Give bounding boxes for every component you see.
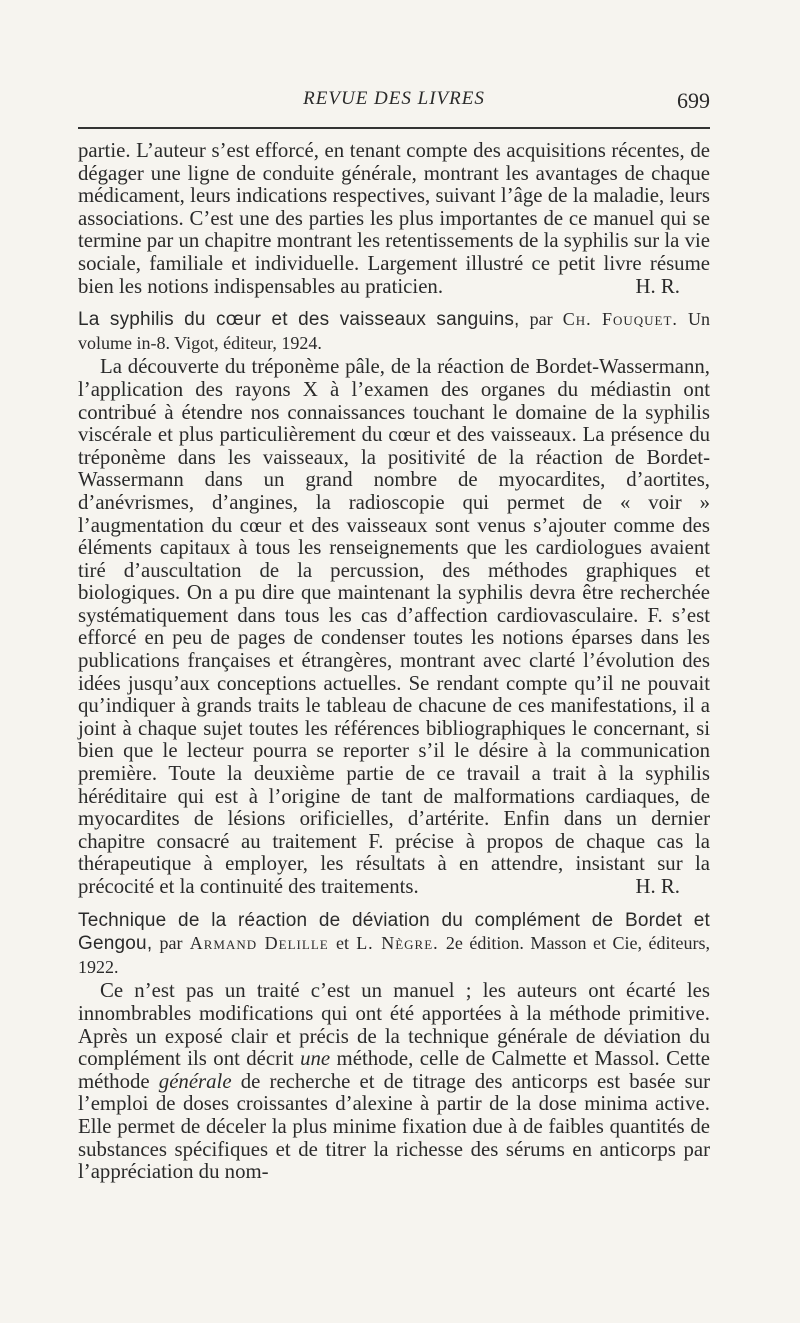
review-1-par: par — [529, 309, 553, 330]
running-title: REVUE DES LIVRES — [303, 88, 485, 109]
review-1-meta: Un volume in-8. Vigot, éditeur, 1924. — [78, 309, 711, 353]
review-2-text-part2: méthode, celle de Calmette et Massol. Cette méthode — [78, 1047, 711, 1093]
review-1-heading — [78, 308, 710, 354]
review-2-par: par — [159, 933, 183, 954]
review-1-author: Ch. Fouquet. — [562, 309, 678, 330]
review-2-author2: L. Nègre. — [356, 933, 439, 954]
continuation-paragraph — [78, 140, 710, 298]
review-2-emphasis-generale: générale — [158, 1069, 232, 1093]
review-2-emphasis-une: une — [300, 1047, 331, 1071]
review-1-text: La découverte du tréponème pâle, de la réaction de Bordet-Wassermann, l’application des rayons X à l’examen des organes du médiastin ont contribué à étendre nos connaissances touchant le domaine de la syphilis viscérale et plus particulièrement du cœur et des vaisseaux. La présence du tréponème dans les vaisseaux, la positivité de la réaction de Bordet-Wassermann dans un grand nombre de myocardites, d’aortites, d’anévrismes, d’angines, la radioscopie qui permet de « voir » l’augmentation du cœur et des vaisseaux sont venus s’ajouter comme des éléments capitaux à tous les renseignements que les cardiologues avaient tiré d’auscultation de la percussion, des méthodes graphiques et biologiques. On a pu dire que maintenant la syphilis devra être recherchée systématiquement dans tous les cas d’affection cardiovasculaire. F. s’est efforcé en peu de pages de condenser toutes les notions éparses dans les publications françaises et étrangères, montrant avec clarté l’évolution des idées jusqu’aux conceptions actuelles. Se rendant compte qu’il ne pouvait qu’indiquer à grands traits le tableau de chacune de ces manifestations, il a joint à chaque sujet toutes les références bibliographiques le concernant, si bien que le lecteur pourra se reporter s’il le désire à la communication première. Toute la deuxième partie de ce travail a trait à la syphilis héréditaire qui est à l’origine de tant de malformations cardiaques, de myocardites de lésions orificielles, d’artérite. Enfin dans un dernier chapitre consacré au traitement F. précise à propos de chaque cas la thérapeutique à employer, les résultats à en attendre, insistant sur la précocité et la continuité des traitements. — [78, 355, 710, 898]
review-2-and: et — [335, 933, 349, 954]
page-header — [78, 88, 710, 120]
continuation-text: partie. L’auteur s’est efforcé, en tenant compte des acquisitions récentes, de dégager une ligne de conduite générale, montrant les avantages de chaque médicament, leurs indications respectives, suivant l’âge de la maladie, leurs associations. C’est une des parties les plus importantes de ce manuel qui se termine par un chapitre montrant les retentissements de la syphilis sur la vie sociale, familiale et individuelle. Largement illustré ce petit livre résume bien les notions indispensables au praticien. — [78, 139, 710, 298]
review-2-text-part1: Ce n’est pas un traité c’est un manuel ; les auteurs ont écarté les innombrables modifications qui ont été apportées à la méthode primitive. Après un exposé clair et précis de la technique générale de déviation du complément ils ont décrit — [78, 979, 710, 1071]
review-2-body — [78, 980, 710, 1183]
continuation-signature: H. R. — [635, 274, 680, 298]
header-rule — [78, 127, 710, 129]
review-2-meta: 2e édition. Masson et Cie, éditeurs, 1922. — [78, 933, 710, 977]
review-1-title: La syphilis du cœur et des vaisseaux sanguins, — [78, 309, 520, 331]
review-2-title: Technique de la réaction de déviation du complément de Bordet et Gengou, — [78, 909, 710, 955]
page-number: 699 — [677, 88, 710, 113]
review-2-author: Armand Delille — [189, 933, 329, 954]
review-2-text-part3: de recherche et de titrage des anticorps est basée sur l’emploi de doses croissantes d’alexine à partir de la dose minima active. Elle permet de déceler la plus minime fixation due à de faibles quantités de substances spécifiques et de titrer la richesse des sérums en anticorps par l’appréciation du nom- — [78, 1069, 711, 1184]
review-1-body — [78, 356, 710, 898]
page-content — [78, 140, 710, 1184]
review-1-signature: H. R. — [635, 875, 680, 898]
review-2-heading — [78, 909, 710, 979]
